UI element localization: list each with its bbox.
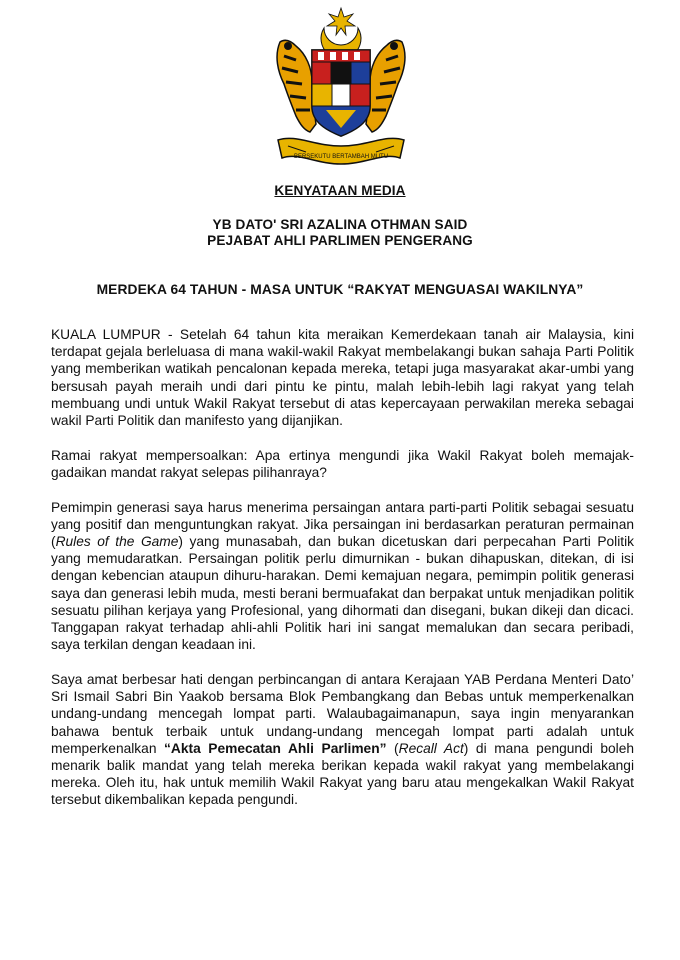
paragraph-2: Ramai rakyat mempersoalkan: Apa ertinya mengundi jika Wakil Rakyat boleh memajak-gadaikan mandat rakyat selepas pilihanraya?: [51, 447, 634, 480]
paragraph-3: [51, 499, 634, 654]
statement-body: [51, 326, 634, 826]
statement-title: MERDEKA 64 TAHUN - MASA UNTUK “RAKYAT MENGUASAI WAKILNYA”: [96, 282, 584, 297]
paragraph-4-text-b: (: [386, 740, 399, 756]
malaysia-coat-of-arms-logo: [266, 6, 416, 174]
paragraph-1: KUALA LUMPUR - Setelah 64 tahun kita meraikan Kemerdekaan tanah air Malaysia, kini terdapat gejala berleluasa di mana wakil-wakil Rakyat membelakangi bukan sahaja Parti Politik yang memberikan watikah pencalonan kepada mereka, tetapi juga masyarakat akar-umbi yang bersusah payah meraih undi dari pintu ke pintu, malah lebih-lebih lagi rakyat yang telah membuang undi untuk Wakil Rakyat tersebut di atas kepercayaan perwakilan mereka sebagai wakil Parti Politik dan manifesto yang dijanjikan.: [51, 327, 634, 429]
rules-of-the-game-emphasis: Rules of the Game: [55, 534, 179, 550]
paragraph-4-text-c: ) di mana pengundi boleh menarik balik mandat yang telah mereka berikan kepada wakil rakyat yang membelakangi mereka. Oleh itu, hak untuk memilih Wakil Rakyat yang baru atau mengekalkan Wakil Rakyat tersebut dikembalikan kepada pengundi.: [51, 740, 634, 808]
office-name: PEJABAT AHLI PARLIMEN PENGERANG: [207, 233, 473, 248]
paragraph-4-text-a: Saya amat berbesar hati dengan perbincangan di antara Kerajaan YAB Perdana Menteri Dato’ Sri Ismail Sabri Bin Yaakob bersama Blok Pembangkang dan Bebas untuk memperkenalkan undang-undang mencegah lompat parti. Walaubagaimanapun, saya ingin menyarankan bahawa bentuk terbaik untuk undang-undang mencegah lompat parti adalah untuk memperkenalkan: [51, 671, 634, 756]
crest-motto-text: BERSEKUTU BERTAMBAH MUTU: [293, 154, 389, 160]
paragraph-3-text-a: Pemimpin generasi saya harus menerima persaingan antara parti-parti Politik sebagai sesuatu yang positif dan menguntungkan rakyat. Jika persaingan ini berdasarkan peraturan permainan (: [51, 499, 634, 550]
recall-act-emphasis: Recall Act: [398, 740, 464, 756]
member-name: YB DATO' SRI AZALINA OTHMAN SAID: [212, 217, 468, 232]
paragraph-4: [51, 671, 634, 809]
paragraph-3-text-b: ) yang munasabah, dan bukan dicetuskan dari perpecahan Parti Politik yang memudaratkan. Persaingan politik perlu dimurnikan - bukan dihapuskan, ditekan, di isi dengan kebencian ataupun dihuru-harakan. Demi kemajuan negara, pemimpin politik generasi saya dan generasi lebih muda, mesti berani bermuafakat dan berpakat untuk menjadikan politik sesuatu pilihan kerjaya yang Profesional, yang dihormati dan disegani, bukan dikeji dan dicaci. Tanggapan rakyat terhadap ahli-ahli Politik hari ini sangat memalukan dan secara peribadi, saya terkilan dengan keadaan ini.: [51, 534, 635, 653]
recall-act-name: “Akta Pemecatan Ahli Parlimen”: [164, 740, 387, 756]
coat-of-arms-emblem: [266, 6, 416, 174]
media-statement-label: KENYATAAN MEDIA: [274, 183, 406, 198]
